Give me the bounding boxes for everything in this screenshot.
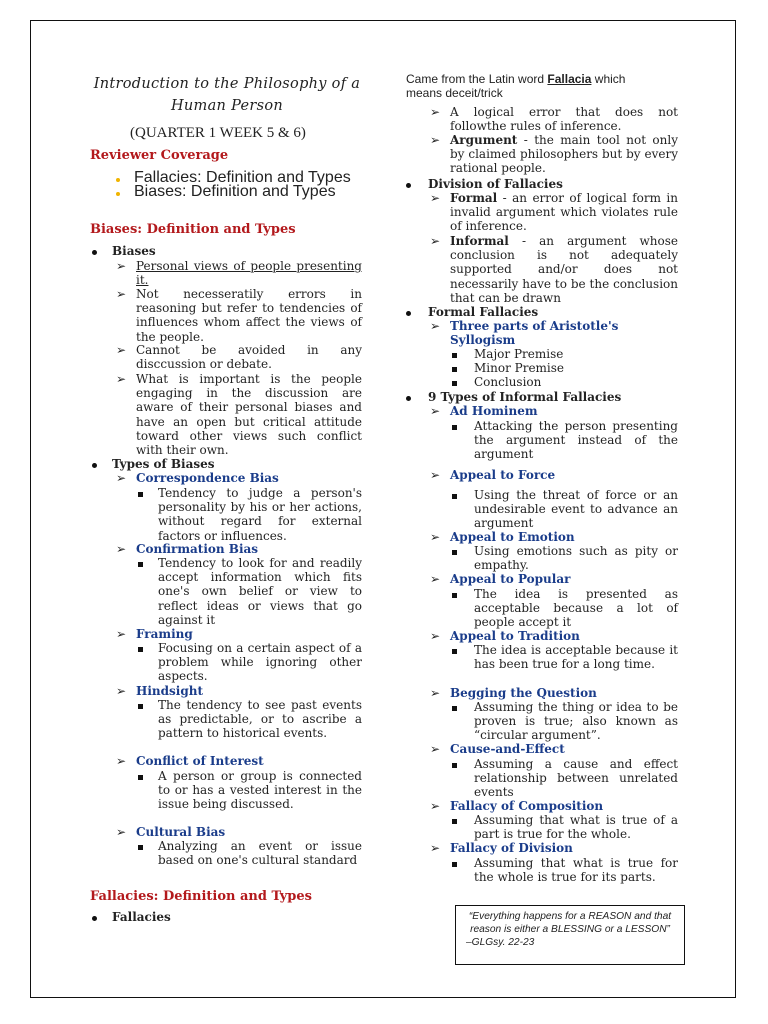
fallacies-heading: Fallacies: Definition and Types <box>90 889 312 904</box>
fallacy-point: ➢ Formal - an error of logical form in invalid argument which violates rule of inference. <box>430 191 678 234</box>
informal-type-heading: ➢ Ad Hominem <box>430 404 538 418</box>
informal-type-description: Using the threat of force or an undesirable event to advance an argument <box>452 488 678 531</box>
title-line-1: Introduction to the Philosophy of a <box>93 76 361 92</box>
bias-type-description: Tendency to look for and readily accept information which fits one's own belief or view to reflect ideas or views that go against it <box>138 556 362 627</box>
informal-type-description: Assuming that what is true for the whole is true for its parts. <box>452 856 678 884</box>
informal-type-description: Assuming that what is true of a part is true for the whole. <box>452 813 678 841</box>
premise-item: Minor Premise <box>452 361 678 375</box>
informal-type-description: The idea is acceptable because it has been true for a long time. <box>452 643 678 671</box>
nine-types-label-item: 9 Types of Informal Fallacies <box>406 390 678 404</box>
division-label-item: Division of Fallacies <box>406 177 678 191</box>
informal-type-description: Using emotions such as pity or empathy. <box>452 544 678 572</box>
quote-line-1: “Everything happens for a REASON and that <box>468 911 672 922</box>
informal-type-heading: ➢ Begging the Question <box>430 686 597 700</box>
syllogism-heading: ➢ Three parts of Aristotle's Syllogism <box>430 319 619 348</box>
bias-point: ➢ Personal views of people presenting it. <box>116 259 362 288</box>
bias-point: ➢ What is important is the people engaging in the discussion are aware of their personal biases and have an open but critical attitude toward other views such conflict with their own. <box>116 372 362 458</box>
reviewer-item: Biases: Definition and Types <box>116 183 376 201</box>
quote-box <box>455 905 685 965</box>
formal-fallacies-label-item: Formal Fallacies <box>406 305 678 319</box>
bias-type-heading: ➢ Cultural Bias <box>116 825 226 839</box>
premise-item: Conclusion <box>452 375 678 389</box>
quarter-subtitle: (QUARTER 1 WEEK 5 & 6) <box>130 125 306 141</box>
informal-type-description: Assuming the thing or idea to be proven is true; also known as “circular argument”. <box>452 700 678 743</box>
types-of-biases-label-item: Types of Biases <box>92 457 362 471</box>
reviewer-item: Fallacies: Definition and Types <box>116 169 376 187</box>
informal-type-heading: ➢ Appeal to Tradition <box>430 629 580 643</box>
premise-item: Major Premise <box>452 347 678 361</box>
bias-type-description: The tendency to see past events as predictable, or to ascribe a pattern to historical events. <box>138 698 362 741</box>
title-line-2: Human Person <box>170 98 284 114</box>
informal-type-heading: ➢ Fallacy of Division <box>430 841 573 855</box>
informal-type-heading: ➢ Appeal to Emotion <box>430 530 575 544</box>
fallacies-label-item: Fallacies <box>92 910 362 924</box>
bias-type-heading: ➢ Hindsight <box>116 684 203 698</box>
informal-type-heading: ➢ Fallacy of Composition <box>430 799 604 813</box>
biases-label-item: Biases <box>92 244 362 258</box>
informal-type-description: Assuming a cause and effect relationship between unrelated events <box>452 757 678 800</box>
fallacy-point: ➢ A logical error that does not followthe rules of inference. <box>430 105 678 134</box>
bias-type-description: A person or group is connected to or has a vested interest in the issue being discussed. <box>138 769 362 812</box>
reviewer-coverage-heading: Reviewer Coverage <box>90 148 229 163</box>
bias-type-heading: ➢ Conflict of Interest <box>116 754 264 768</box>
biases-heading: Biases: Definition and Types <box>90 222 296 237</box>
fallacy-point: ➢ Informal - an argument whose conclusion is not adequately supported and/or does not necessarily have to be the conclusion that can be drawn <box>430 234 678 305</box>
quote-attribution: –GLGsy. 22-23 <box>466 937 535 948</box>
fallacy-point: ➢ Argument - the main tool not only by claimed philosophers but by every rational people. <box>430 133 678 176</box>
informal-type-heading: ➢ Appeal to Force <box>430 468 556 482</box>
bias-type-description: Tendency to judge a person's personality by his or her actions, without regard for external factors or influences. <box>138 486 362 543</box>
informal-type-description: The idea is presented as acceptable because a lot of people accept it <box>452 587 678 630</box>
informal-type-heading: ➢ Cause-and-Effect <box>430 742 565 756</box>
quote-line-2: reason is either a BLESSING or a LESSON” <box>470 924 670 935</box>
document-title <box>92 76 362 114</box>
bias-point: ➢ Cannot be avoided in any disccussion or debate. <box>116 343 362 372</box>
informal-type-heading: ➢ Appeal to Popular <box>430 572 571 586</box>
bias-type-description: Focusing on a certain aspect of a problem while ignoring other aspects. <box>138 641 362 684</box>
bias-type-heading: ➢ Correspondence Bias <box>116 471 279 485</box>
latin-origin: Came from the Latin word Fallacia which means deceit/trick <box>406 72 626 101</box>
bias-type-heading: ➢ Framing <box>116 627 193 641</box>
informal-type-description: Attacking the person presenting the argument instead of the argument <box>452 419 678 462</box>
bias-type-description: Analyzing an event or issue based on one's cultural standard <box>138 839 362 867</box>
bias-point: ➢ Not necesseratily errors in reasoning but refer to tendencies of influences whom affect the views of the people. <box>116 287 362 344</box>
bias-type-heading: ➢ Confirmation Bias <box>116 542 259 556</box>
